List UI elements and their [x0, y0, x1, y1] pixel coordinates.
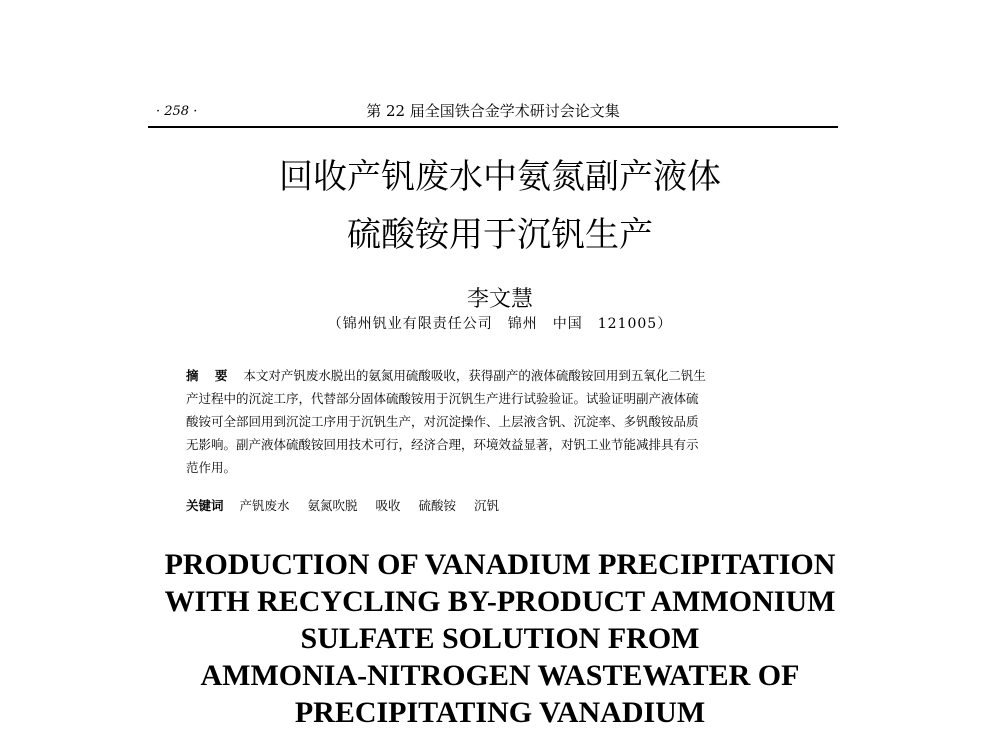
- chinese-title-line-2: 硫酸铵用于沉钒生产: [347, 215, 653, 255]
- abstract-line: 摘 要 本文对产钒废水脱出的氨氮用硫酸吸收，获得副产的液体硫酸铵回用到五氧化二钒生: [186, 368, 706, 383]
- abstract-line: 无影响。副产液体硫酸铵回用技术可行，经济合理，环境效益显著，对钒工业节能减排具有示: [186, 437, 699, 452]
- keywords: [186, 496, 816, 514]
- running-head: [148, 100, 838, 128]
- keyword-item: 产钒废水: [239, 498, 290, 513]
- abstract-line: 范作用。: [186, 460, 237, 475]
- keyword-item: 沉钒: [474, 498, 500, 513]
- english-title-line: SULFATE SOLUTION FROM: [300, 622, 700, 655]
- english-title-line: PRECIPITATING VANADIUM: [294, 696, 706, 729]
- abstract: [186, 364, 816, 479]
- author-affiliation: （锦州钒业有限责任公司 锦州 中国 121005）: [327, 316, 673, 332]
- english-title-line: AMMONIA-NITROGEN WASTEWATER OF: [200, 659, 800, 692]
- english-title: [90, 546, 910, 731]
- keyword-item: 硫酸铵: [418, 498, 457, 513]
- keyword-item: 氨氮吹脱: [307, 498, 358, 513]
- keyword-item: 吸收: [375, 498, 401, 513]
- english-title-line: WITH RECYCLING BY-PRODUCT AMMONIUM: [164, 585, 836, 618]
- abstract-line: 产过程中的沉淀工序，代替部分固体硫酸铵用于沉钒生产进行试验验证。试验证明副产液体硫: [186, 391, 699, 406]
- abstract-line: 酸铵可全部回用到沉淀工序用于沉钒生产，对沉淀操作、上层液含钒、沉淀率、多钒酸铵品质: [186, 414, 699, 429]
- author-name: 李文慧: [466, 287, 533, 312]
- keywords-label: 关键词: [186, 498, 224, 513]
- abstract-label: 摘 要: [186, 368, 234, 383]
- english-title-line: PRODUCTION OF VANADIUM PRECIPITATION: [164, 548, 836, 581]
- proceedings-title: 第 22 届全国铁合金学术研讨会论文集: [366, 102, 620, 120]
- page-number: · 258 ·: [156, 104, 198, 119]
- chinese-title-line-1: 回收产钒废水中氨氮副产液体: [279, 157, 721, 197]
